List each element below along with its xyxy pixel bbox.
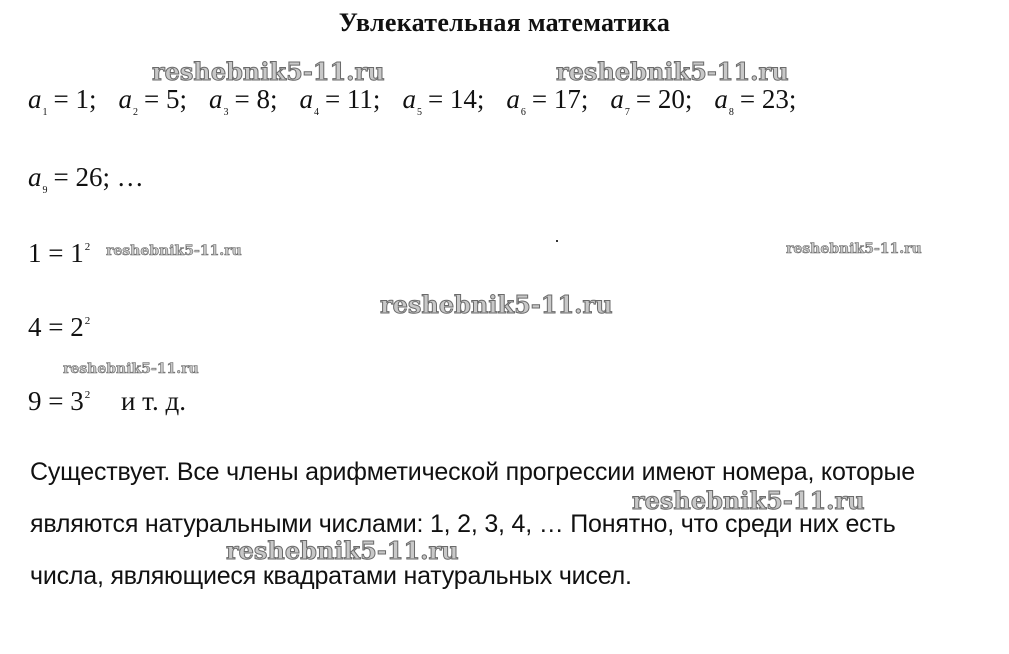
sequence-term: $a_4 = 11$;	[299, 84, 381, 118]
sequence-term: $a_6 = 17$;	[506, 84, 589, 118]
sequence-term: $a_9 = 26$; …	[28, 162, 144, 196]
watermark: reshebnik5-11.ru	[226, 536, 459, 565]
sequence-term: $a_7 = 20$;	[610, 84, 693, 118]
page-title: Увлекательная математика	[338, 8, 671, 37]
stray-dot	[556, 240, 558, 242]
watermark: reshebnik5-11.ru	[632, 486, 865, 515]
square-line-3: $9 = 3^2$ и т. д.	[28, 386, 186, 416]
paragraph-line-3: числа, являющиеся квадратами натуральных чисел.	[30, 562, 632, 590]
watermark: reshebnik5-11.ru	[152, 57, 385, 86]
sequence-term: $a_1 = 1$;	[28, 84, 97, 118]
sequence-term: $a_2 = 5$;	[118, 84, 187, 118]
sequence-term: $a_8 = 23$;	[714, 84, 797, 118]
square-line-2: $4 = 2^2$	[28, 312, 91, 342]
sequence-line-1	[28, 84, 796, 118]
watermark: reshebnik5-11.ru	[106, 243, 242, 259]
paragraph-line-2: являются натуральными числами: 1, 2, 3, 4, … Понятно, что среди них есть	[30, 510, 896, 538]
watermark: reshebnik5-11.ru	[786, 241, 922, 257]
watermark: reshebnik5-11.ru	[63, 361, 199, 377]
sequence-term: $a_3 = 8$;	[208, 84, 278, 118]
sequence-line-2	[28, 162, 166, 196]
paragraph-line-1: Существует. Все члены арифметической прогрессии имеют номера, которые	[30, 458, 915, 486]
square-line-1: $1 = 1^2$	[28, 238, 91, 268]
sequence-term: $a_5 = 14$;	[402, 84, 485, 118]
watermark: reshebnik5-11.ru	[556, 57, 789, 86]
watermark: reshebnik5-11.ru	[380, 290, 613, 319]
